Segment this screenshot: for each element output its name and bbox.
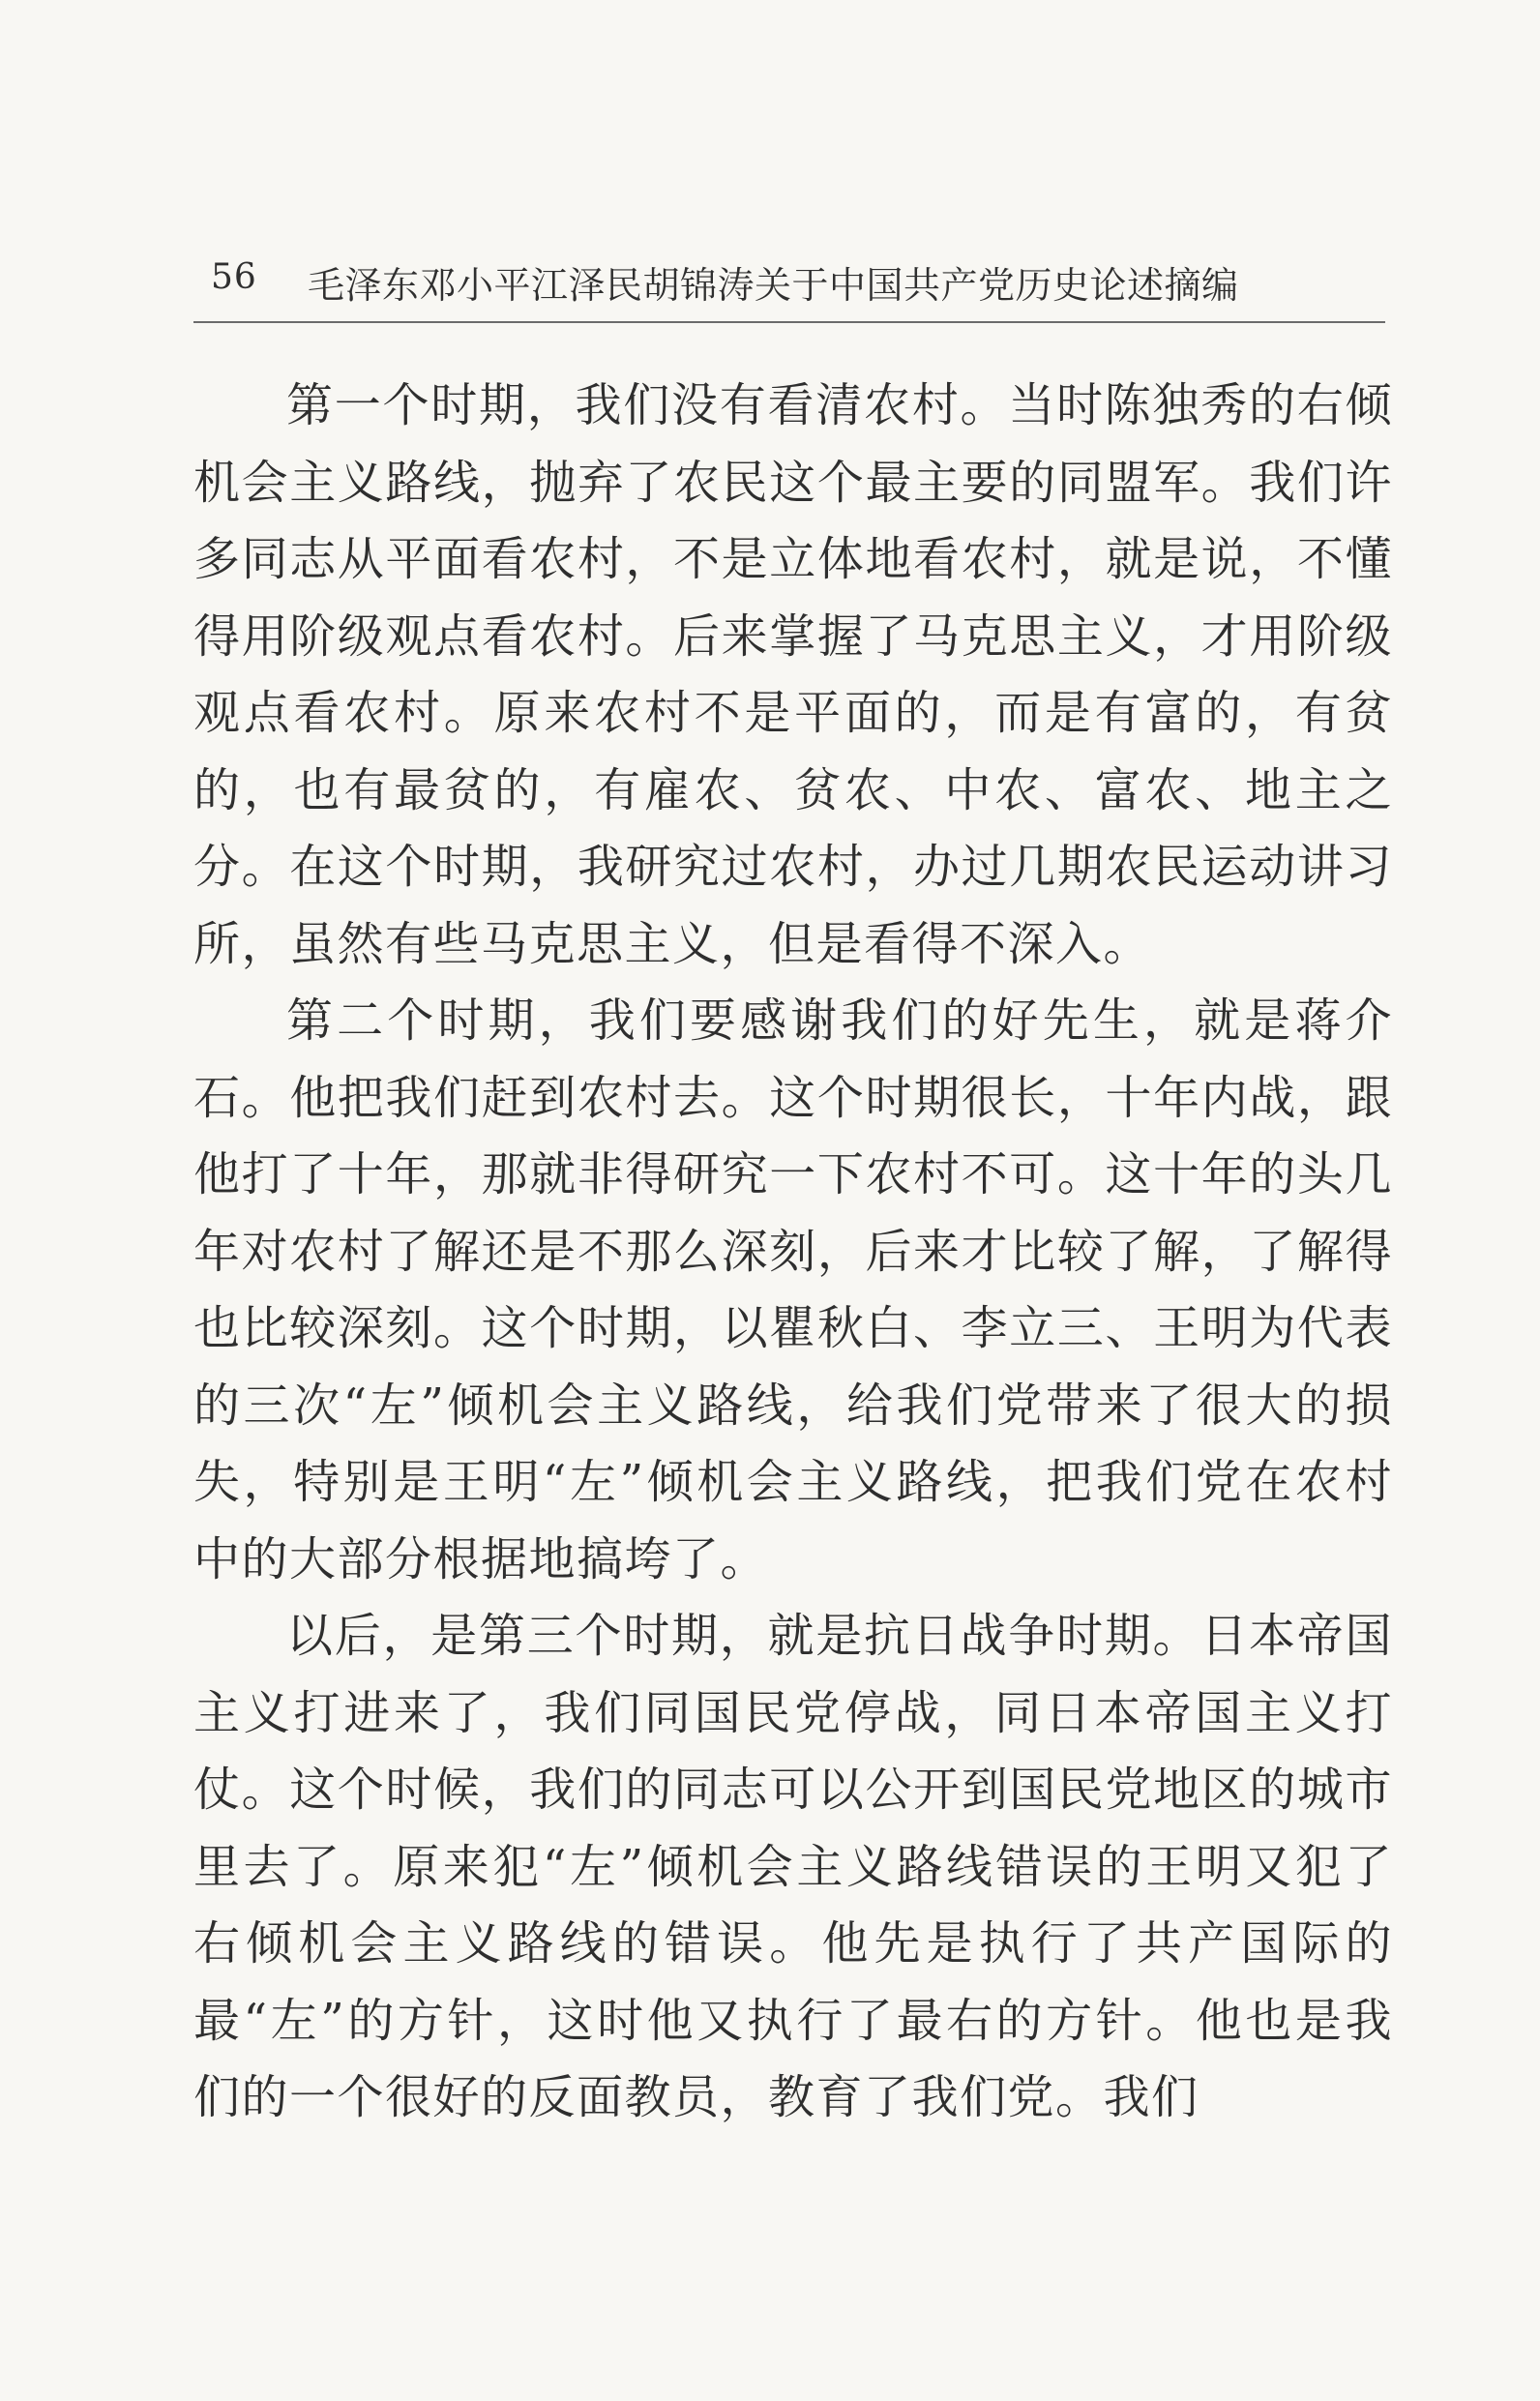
- paragraph-2: 第二个时期，我们要感谢我们的好先生，就是蒋介石。他把我们赶到农村去。这个时期很长，十年内战，跟他打了十年，那就非得研究一下农村不可。这十年的头几年对农村了解还是不那么深刻，后来才比较了解，了解得也比较深刻。这个时期，以瞿秋白、李立三、王明为代表的三次“左”倾机会主义路线，给我们党带来了很大的损失，特别是王明“左”倾机会主义路线，把我们党在农村中的大部分根据地搞垮了。: [193, 993, 1393, 1586]
- running-title: 毛泽东邓小平江泽民胡锦涛关于中国共产党历史论述摘编: [308, 264, 1239, 307]
- page-header: [193, 253, 1385, 323]
- body-text: [193, 368, 1393, 2137]
- paragraph-3: 以后，是第三个时期，就是抗日战争时期。日本帝国主义打进来了，我们同国民党停战，同日本帝国主义打仗。这个时候，我们的同志可以公开到国民党地区的城市里去了。原来犯“左”倾机会主义路线错误的王明又犯了右倾机会主义路线的错误。他先是执行了共产国际的最“左”的方针，这时他又执行了最右的方针。他也是我们的一个很好的反面教员，教育了我们党。我们: [193, 1609, 1393, 2124]
- page-number: 56: [211, 257, 257, 297]
- paragraph-1: 第一个时期，我们没有看清农村。当时陈独秀的右倾机会主义路线，抛弃了农民这个最主要的同盟军。我们许多同志从平面看农村，不是立体地看农村，就是说，不懂得用阶级观点看农村。后来掌握了马克思主义，才用阶级观点看农村。原来农村不是平面的，而是有富的，有贫的，也有最贫的，有雇农、贫农、中农、富农、地主之分。在这个时期，我研究过农村，办过几期农民运动讲习所，虽然有些马克思主义，但是看得不深入。: [193, 378, 1393, 971]
